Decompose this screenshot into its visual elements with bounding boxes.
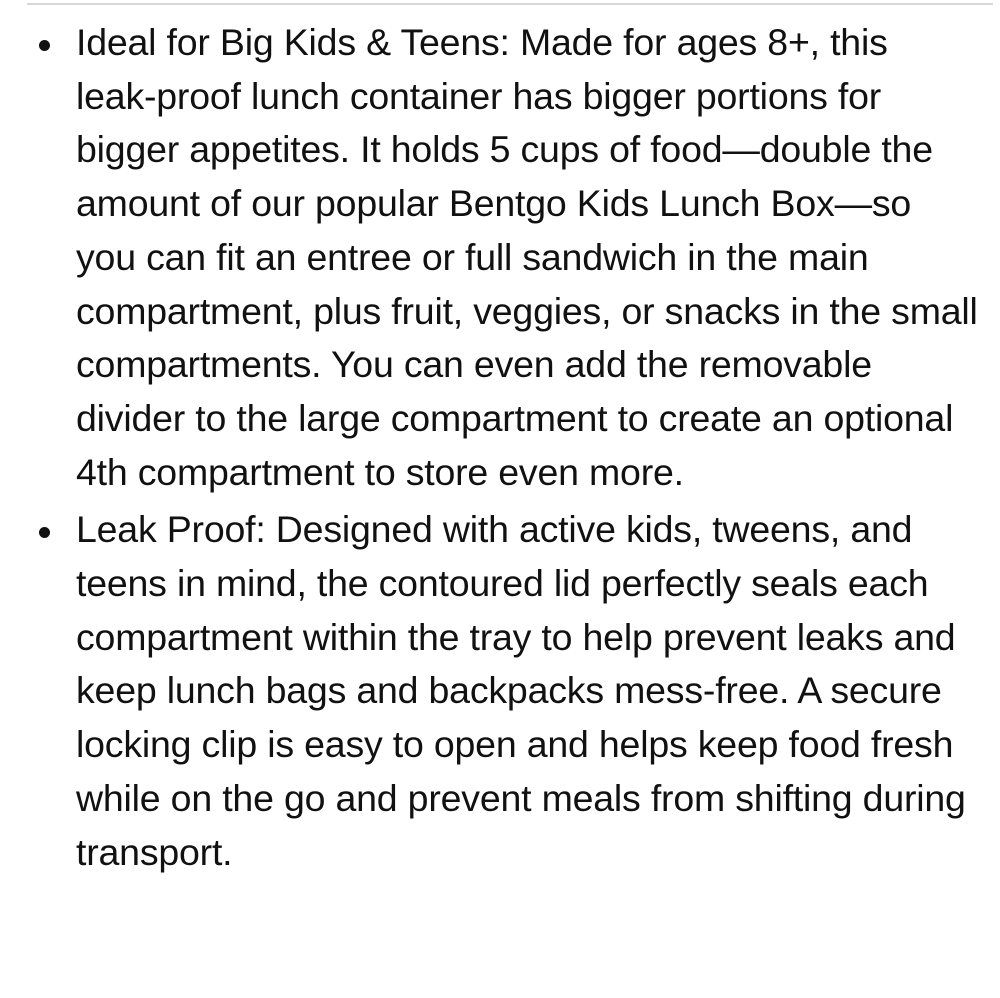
feature-bullet-leak-proof	[28, 503, 978, 879]
feature-bullet-ideal-for-big-kids	[28, 16, 978, 499]
feature-bullet-text: Ideal for Big Kids & Teens: Made for ages 8+, this leak-proof lunch container has bigger portions for bigger appetites. It holds 5 cups of food—double the amount of our popular Bentgo Kids Lunch Box—so you can fit an entree or full sandwich in the main compartment, plus fruit, veggies, or snacks in the small compartments. You can even add the removable divider to the large compartment to create an optional 4th compartment to store even more.	[76, 21, 978, 493]
feature-bullet-list	[28, 16, 978, 883]
top-divider	[27, 3, 993, 5]
bullet-dot-icon	[39, 527, 50, 538]
bullet-dot-icon	[39, 40, 50, 51]
feature-bullet-text: Leak Proof: Designed with active kids, tweens, and teens in mind, the contoured lid perfectly seals each compartment within the tray to help prevent leaks and keep lunch bags and backpacks mess-free. A secure locking clip is easy to open and helps keep food fresh while on the go and prevent meals from shifting during transport.	[76, 508, 966, 873]
